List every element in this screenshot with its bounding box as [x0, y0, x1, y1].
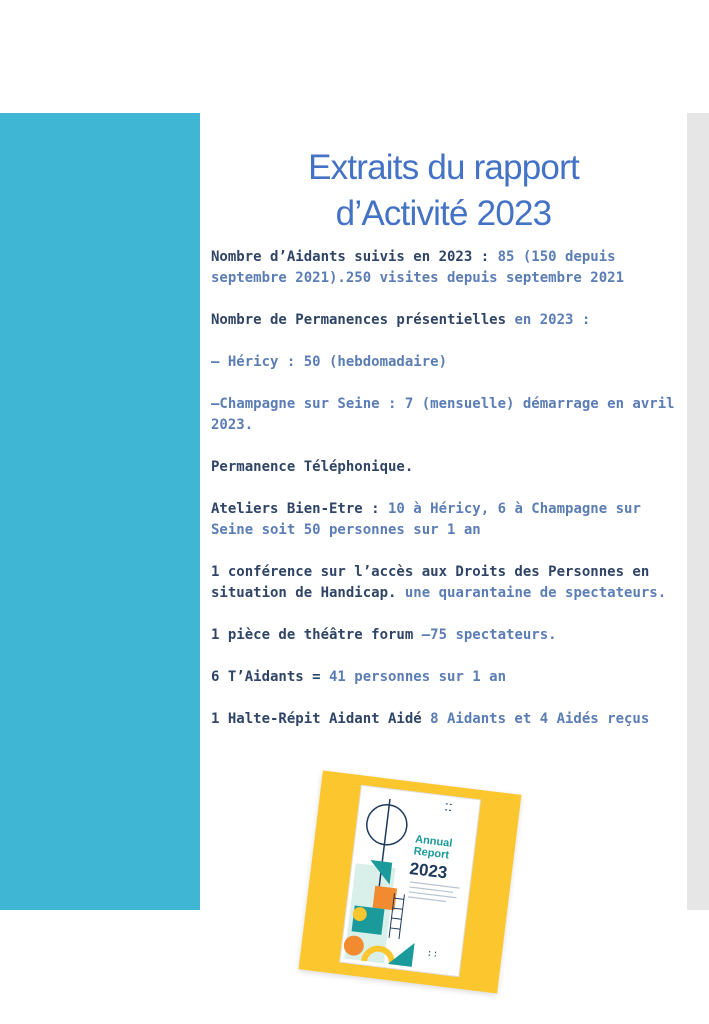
- annual-report-illustration: [298, 770, 522, 994]
- permanences-year: en 2023 :: [506, 312, 591, 328]
- paragraph-taidants: [211, 667, 681, 688]
- title-line-1: Extraits du rapport: [308, 148, 579, 187]
- paragraph-hericy: – Héricy : 50 (hebdomadaire): [211, 354, 448, 370]
- halte-repit-value: 8 Aidants et 4 Aidés reçus: [421, 711, 650, 727]
- permanences-label: Nombre de Permanences présentielles: [211, 312, 507, 328]
- report-booklet: [298, 770, 522, 994]
- ateliers-value: 10 à Héricy, 6 à Champagne sur Seine soit 50 personnes sur 1 an: [211, 501, 641, 538]
- activity-list: [211, 247, 681, 751]
- title-line-2: d’Activité 2023: [335, 194, 552, 233]
- report-title-annual: Annual: [414, 833, 453, 850]
- paragraph-theatre: [211, 625, 681, 646]
- page-title: [200, 145, 687, 237]
- report-title-report: Report: [413, 845, 450, 862]
- paragraph-conference: [211, 562, 681, 604]
- paragraph-halte-repit: [211, 709, 681, 730]
- paragraph-ateliers: [211, 499, 681, 541]
- taidants-value: 41 personnes sur 1 an: [320, 669, 507, 685]
- taidants-label: 6 T’Aidants =: [211, 669, 321, 685]
- theatre-label: 1 pièce de théâtre forum: [211, 627, 414, 643]
- paragraph-telephone: Permanence Téléphonique.: [211, 459, 414, 475]
- paragraph-permanences: [211, 310, 681, 331]
- right-decor-band: [687, 113, 709, 910]
- aidants-value: 85 (150 depuis septembre 2021).250 visites depuis septembre 2021: [211, 249, 625, 286]
- report-year: 2023: [408, 858, 449, 883]
- halte-repit-label: 1 Halte-Répit Aidant Aidé: [211, 711, 422, 727]
- theatre-value: –75 spectateurs.: [413, 627, 557, 643]
- ateliers-label: Ateliers Bien-Etre :: [211, 501, 380, 517]
- paragraph-champagne: –Champagne sur Seine : 7 (mensuelle) démarrage en avril 2023.: [211, 396, 675, 433]
- paragraph-aidants: [211, 247, 681, 289]
- conference-value: une quarantaine de spectateurs.: [396, 585, 667, 601]
- left-decor-band: [0, 113, 200, 910]
- conference-label: 1 conférence sur l’accès aux Droits des Personnes en situation de Handicap.: [211, 564, 650, 601]
- aidants-label: Nombre d’Aidants suivis en 2023 :: [211, 249, 490, 265]
